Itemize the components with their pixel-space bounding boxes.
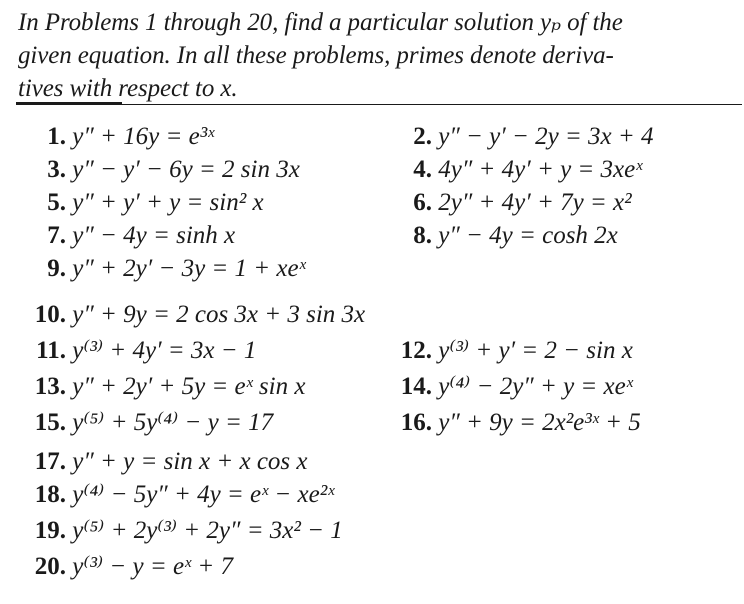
problem-20 — [20, 552, 233, 582]
problem-number: 2. — [413, 123, 432, 150]
problem-equation: y⁽³⁾ + y′ = 2 − sin x — [438, 337, 633, 364]
problem-equation: y″ − 4y = cosh 2x — [438, 222, 618, 249]
problem-15 — [20, 408, 273, 438]
problem-equation: y⁽⁵⁾ + 2y⁽³⁾ + 2y″ = 3x² − 1 — [72, 517, 343, 544]
problem-equation: y″ + 2y′ + 5y = eˣ sin x — [72, 373, 306, 400]
problem-12 — [386, 336, 633, 366]
problem-equation: 4y″ + 4y′ + y = 3xeˣ — [438, 156, 643, 183]
problem-equation: y″ + y′ + y = sin² x — [72, 189, 264, 216]
problem-number: 15. — [34, 409, 66, 436]
problem-equation: y″ + 2y′ − 3y = 1 + xeˣ — [72, 255, 306, 282]
problem-number: 12. — [400, 337, 432, 364]
problem-equation: y″ − 4y = sinh x — [72, 222, 236, 249]
problem-number: 20. — [34, 553, 66, 580]
problem-number: 6. — [413, 189, 432, 216]
problem-number: 4. — [413, 156, 432, 183]
problem-number: 8. — [413, 222, 432, 249]
problem-equation: y″ + 9y = 2x²e³ˣ + 5 — [438, 409, 641, 436]
problem-19 — [20, 516, 343, 546]
problem-number: 18. — [34, 481, 66, 508]
problem-equation: y⁽³⁾ − y = eˣ + 7 — [72, 553, 233, 580]
problem-9 — [32, 254, 306, 284]
problem-1 — [32, 122, 214, 152]
problem-14 — [386, 372, 633, 402]
problem-11 — [20, 336, 256, 366]
problem-number: 19. — [34, 517, 66, 544]
instructions-line-2: given equation. In all these problems, primes denote deriva- — [18, 42, 614, 69]
problem-equation: y″ − y′ − 6y = 2 sin 3x — [72, 156, 300, 183]
problem-number: 7. — [47, 222, 66, 249]
instructions-line-3: tives with respect to x. — [18, 75, 238, 102]
problem-16 — [386, 408, 641, 438]
problem-2 — [398, 122, 654, 152]
problem-equation: y″ − y′ − 2y = 3x + 4 — [438, 123, 654, 150]
problem-number: 16. — [400, 409, 432, 436]
problem-10 — [20, 300, 365, 330]
problem-5 — [32, 188, 264, 218]
problem-equation: y⁽⁴⁾ − 5y″ + 4y = eˣ − xe²ˣ — [72, 481, 335, 508]
problem-equation: y⁽³⁾ + 4y′ = 3x − 1 — [72, 337, 257, 364]
problem-6 — [398, 188, 632, 218]
problem-equation: y″ + 16y = e³ˣ — [72, 123, 215, 150]
section-divider — [16, 104, 742, 105]
problem-17 — [20, 447, 308, 477]
problem-18 — [20, 480, 334, 510]
problem-13 — [20, 372, 305, 402]
problem-number: 3. — [47, 156, 66, 183]
problem-number: 10. — [34, 301, 66, 328]
problem-number: 13. — [34, 373, 66, 400]
problem-equation: y″ + 9y = 2 cos 3x + 3 sin 3x — [72, 301, 366, 328]
instructions-line-1: In Problems 1 through 20, find a particular solution yₚ of the — [18, 9, 623, 36]
problem-3 — [32, 155, 300, 185]
problem-number: 1. — [47, 123, 66, 150]
problem-number: 5. — [47, 189, 66, 216]
problem-8 — [398, 221, 618, 251]
problem-equation: y⁽⁴⁾ − 2y″ + y = xeˣ — [438, 373, 633, 400]
problem-equation: y⁽⁵⁾ + 5y⁽⁴⁾ − y = 17 — [72, 409, 274, 436]
instructions-paragraph — [18, 6, 730, 105]
problem-4 — [398, 155, 642, 185]
problem-7 — [32, 221, 235, 251]
problem-equation: y″ + y = sin x + x cos x — [72, 448, 308, 475]
problem-number: 9. — [47, 255, 66, 282]
problem-number: 11. — [36, 337, 66, 364]
problem-equation: 2y″ + 4y′ + 7y = x² — [438, 189, 632, 216]
problem-number: 17. — [34, 448, 66, 475]
problem-number: 14. — [400, 373, 432, 400]
